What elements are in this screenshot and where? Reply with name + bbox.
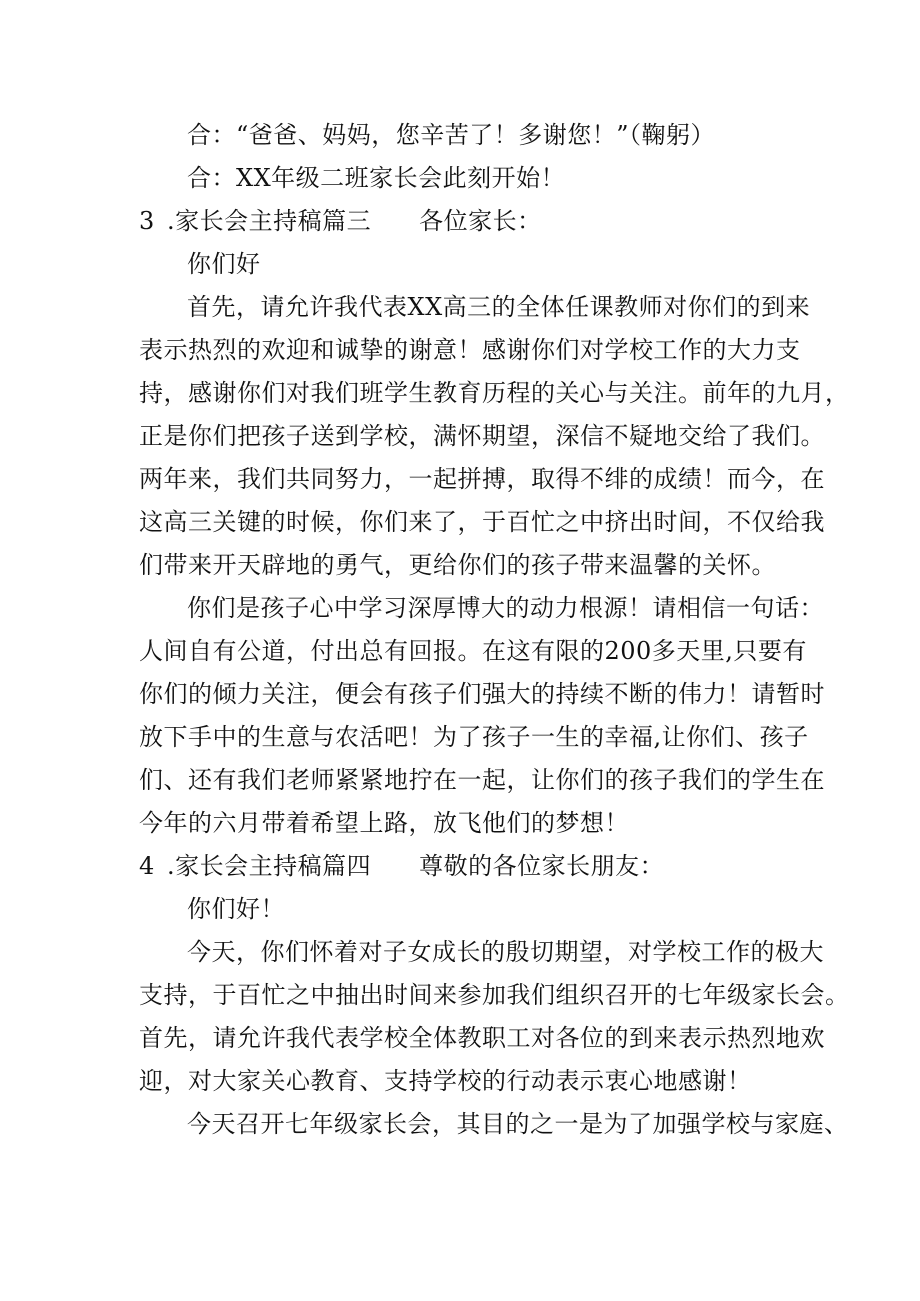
section-salutation: 各位家长： (419, 207, 542, 235)
paragraph-line: 你们是孩子心中学习深厚博大的动力根源！请相信一句话： (187, 594, 824, 622)
paragraph-line: 迎，对大家关心教育、支持学校的行动表示衷心地感谢！ (139, 1067, 752, 1095)
section-salutation: 尊敬的各位家长朋友： (419, 852, 665, 880)
paragraph-line: 这高三关键的时候，你们来了，于百忙之中挤出时间，不仅给我 (139, 508, 825, 536)
paragraph-line: 们带来开天辟地的勇气，更给你们的孩子带来温馨的关怀。 (139, 551, 776, 579)
paragraph-line: 今年的六月带着希望上路，放飞他们的梦想！ (139, 809, 629, 837)
section-heading (139, 845, 799, 888)
section-title: .家长会主持稿篇三 (167, 207, 372, 235)
paragraph-line: 正是你们把孩子送到学校，满怀期望，深信不疑地交给了我们。 (139, 422, 825, 450)
paragraph-line: 你们的倾力关注，便会有孩子们强大的持续不断的伟力！请暂时 (139, 680, 825, 708)
paragraph-line: 放下手中的生意与农活吧！为了孩子一生的幸福,让你们、孩子 (139, 723, 809, 751)
paragraph-line: 今天召开七年级家长会，其目的之一是为了加强学校与家庭、 (187, 1110, 849, 1138)
section-heading (139, 200, 799, 243)
greeting: 你们好！ (187, 895, 285, 923)
dialogue-line: 合：XX年级二班家长会此刻开始！ (187, 164, 566, 192)
paragraph-line: 首先，请允许我代表XX高三的全体任课教师对你们的到来 (187, 293, 811, 321)
paragraph-line: 持，感谢你们对我们班学生教育历程的关心与关注。前年的九月， (139, 379, 850, 407)
section-number: 4 (139, 852, 155, 880)
document-body (139, 114, 850, 1146)
paragraph-line: 两年来，我们共同努力，一起拼搏，取得不绯的成绩！而今，在 (139, 465, 825, 493)
section-number: 3 (139, 207, 155, 235)
paragraph-line: 首先，请允许我代表学校全体教职工对各位的到来表示热烈地欢 (139, 1024, 825, 1052)
paragraph-line: 今天，你们怀着对子女成长的殷切期望，对学校工作的极大 (187, 938, 824, 966)
paragraph-line: 们、还有我们老师紧紧地拧在一起，让你们的孩子我们的学生在 (139, 766, 825, 794)
section-title: .家长会主持稿篇四 (167, 852, 372, 880)
paragraph-line: 表示热烈的欢迎和诚挚的谢意！感谢你们对学校工作的大力支 (139, 336, 801, 364)
paragraph-line: 支持，于百忙之中抽出时间来参加我们组织召开的七年级家长会。 (139, 981, 850, 1009)
greeting: 你们好 (187, 250, 261, 278)
dialogue-line: 合：“爸爸、妈妈，您辛苦了！多谢您！”（鞠躬） (187, 121, 716, 149)
paragraph-line: 人间自有公道，付出总有回报。在这有限的200多天里,只要有 (139, 637, 807, 665)
